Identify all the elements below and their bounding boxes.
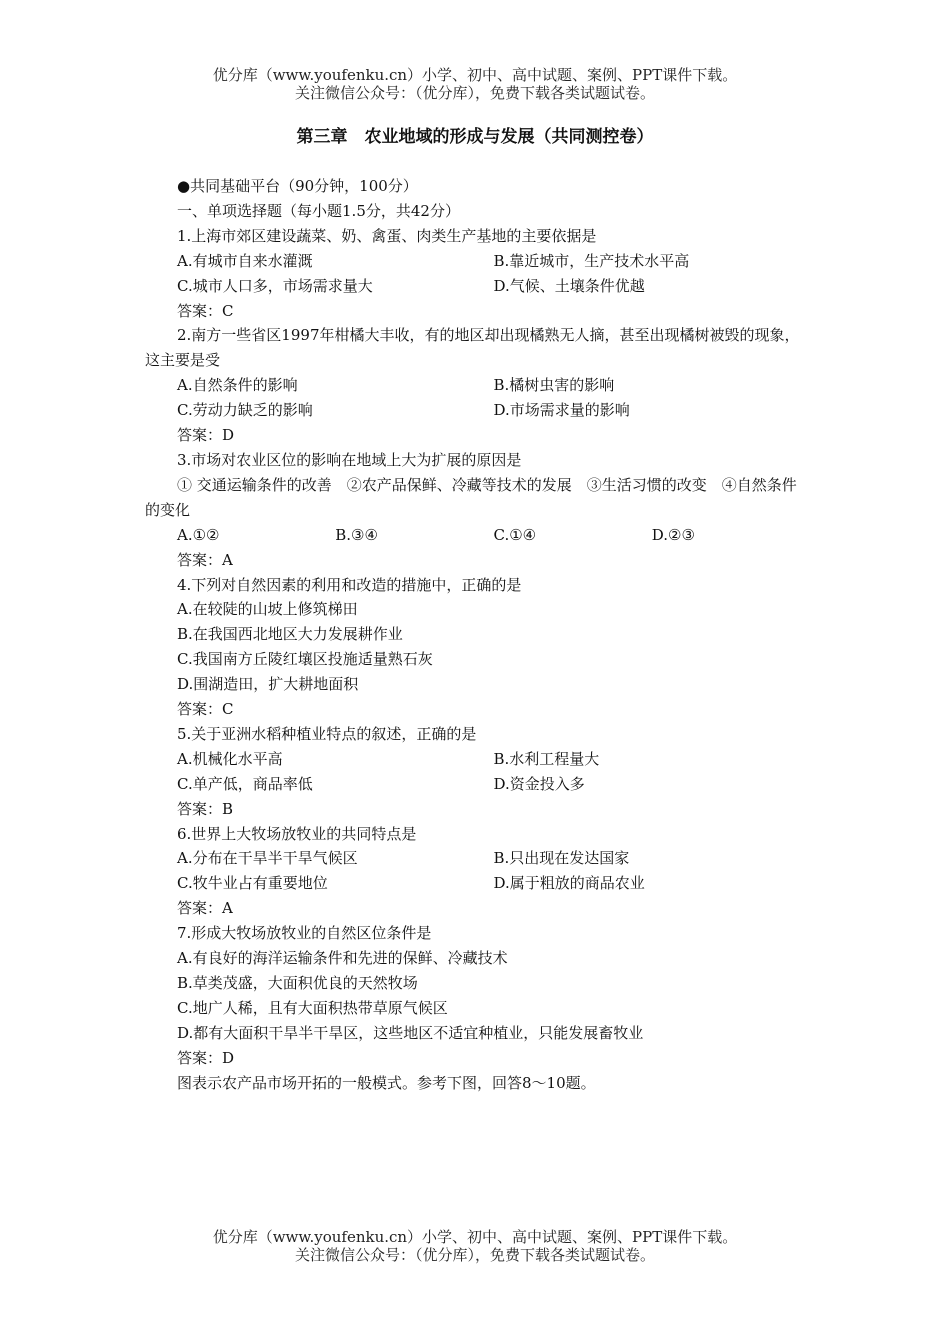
q7-option-a: A.有良好的海洋运输条件和先进的保鲜、冷藏技术: [177, 949, 508, 968]
question-2-options-row-1: [145, 373, 810, 398]
question-5-answer: 答案：B: [177, 799, 234, 818]
q5-option-c: C.单产低，商品率低: [177, 774, 313, 793]
q7-option-d: D.都有大面积干旱半干旱区，这些地区不适宜种植业，只能发展畜牧业: [177, 1023, 644, 1042]
question-6-stem: 6.世界上大牧场放牧业的共同特点是: [177, 824, 417, 843]
question-7-stem: 7.形成大牧场放牧业的自然区位条件是: [177, 924, 432, 943]
q2-option-b: B.橘树虫害的影响: [493, 376, 615, 395]
question-2-answer: 答案：D: [177, 426, 235, 445]
q3-option-a: A.①②: [177, 525, 220, 544]
question-4-answer: 答案：C: [177, 700, 234, 719]
question-2-options-row-2: [145, 398, 810, 423]
section-heading: 一、单项选择题（每小题1.5分，共42分）: [177, 201, 460, 220]
q2-option-d: D.市场需求量的影响: [493, 401, 630, 420]
figure-note: 图表示农产品市场开拓的一般模式。参考下图，回答8～10题。: [177, 1073, 596, 1092]
q1-option-c: C.城市人口多，市场需求量大: [177, 276, 373, 295]
question-2-stem: 2.南方一些省区1997年柑橘大丰收，有的地区却出现橘熟无人摘，甚至出现橘树被毁的现象，这主要是受: [145, 326, 800, 370]
platform-line: ●共同基础平台（90分钟，100分）: [177, 177, 418, 195]
q6-option-c: C.牧牛业占有重要地位: [177, 874, 328, 893]
q5-option-a: A.机械化水平高: [177, 749, 283, 768]
q6-option-d: D.属于粗放的商品农业: [493, 874, 645, 893]
q5-option-d: D.资金投入多: [493, 774, 585, 793]
q4-option-d: D.围湖造田，扩大耕地面积: [177, 675, 359, 694]
q7-option-c: C.地广人稀，且有大面积热带草原气候区: [177, 998, 448, 1017]
q4-option-a: A.在较陡的山坡上修筑梯田: [177, 600, 358, 619]
page-title: 第三章 农业地域的形成与发展（共同测控卷）: [296, 127, 654, 147]
question-4-stem: 4.下列对自然因素的利用和改造的措施中，正确的是: [177, 575, 522, 594]
footer-line-1: 优分库（www.youfenku.cn）小学、初中、高中试题、案例、PPT课件下载。: [212, 1228, 738, 1246]
question-3-stem: 3.市场对农业区位的影响在地域上大为扩展的原因是: [177, 450, 522, 469]
q5-option-b: B.水利工程量大: [493, 749, 600, 768]
q7-option-b: B.草类茂盛，大面积优良的天然牧场: [177, 974, 418, 992]
question-3-options-row: [145, 523, 810, 548]
question-7-answer: 答案：D: [177, 1048, 235, 1067]
q2-option-c: C.劳动力缺乏的影响: [177, 401, 313, 420]
question-6-options-row-2: [145, 871, 810, 896]
question-3-answer: 答案：A: [177, 550, 233, 569]
question-1-answer: 答案：C: [177, 301, 234, 320]
page-footer: [0, 1228, 950, 1264]
q3-option-d: D.②③: [651, 525, 695, 544]
document-body: [145, 174, 810, 1096]
question-5-stem: 5.关于亚洲水稻种植业特点的叙述，正确的是: [177, 724, 477, 743]
header-line-2: 关注微信公众号：（优分库），免费下载各类试题试卷。: [294, 84, 655, 102]
q3-option-b: B.③④: [335, 525, 378, 544]
q4-option-b: B.在我国西北地区大力发展耕作业: [177, 625, 403, 644]
q1-option-b: B.靠近城市，生产技术水平高: [493, 251, 690, 270]
question-1-options-row-2: [145, 274, 810, 299]
question-6-answer: 答案：A: [177, 899, 233, 918]
question-1-options-row-1: [145, 249, 810, 274]
question-6-options-row-1: [145, 846, 810, 871]
q3-option-c: C.①④: [493, 525, 537, 544]
question-3-items: ① 交通运输条件的改善 ②农产品保鲜、冷藏等技术的发展 ③生活习惯的改变 ④自然条件的变化: [145, 475, 797, 519]
question-1-stem: 1.上海市郊区建设蔬菜、奶、禽蛋、肉类生产基地的主要依据是: [177, 226, 597, 245]
q1-option-d: D.气候、土壤条件优越: [493, 276, 645, 295]
q6-option-b: B.只出现在发达国家: [493, 849, 630, 868]
q6-option-a: A.分布在干旱半干旱气候区: [177, 849, 358, 868]
page-header: [0, 66, 950, 102]
q2-option-a: A.自然条件的影响: [177, 376, 298, 395]
q1-option-a: A.有城市自来水灌溉: [177, 251, 313, 270]
footer-line-2: 关注微信公众号：（优分库），免费下载各类试题试卷。: [294, 1246, 655, 1264]
question-5-options-row-2: [145, 772, 810, 797]
question-5-options-row-1: [145, 747, 810, 772]
q4-option-c: C.我国南方丘陵红壤区投施适量熟石灰: [177, 650, 433, 669]
header-line-1: 优分库（www.youfenku.cn）小学、初中、高中试题、案例、PPT课件下载。: [212, 66, 738, 84]
